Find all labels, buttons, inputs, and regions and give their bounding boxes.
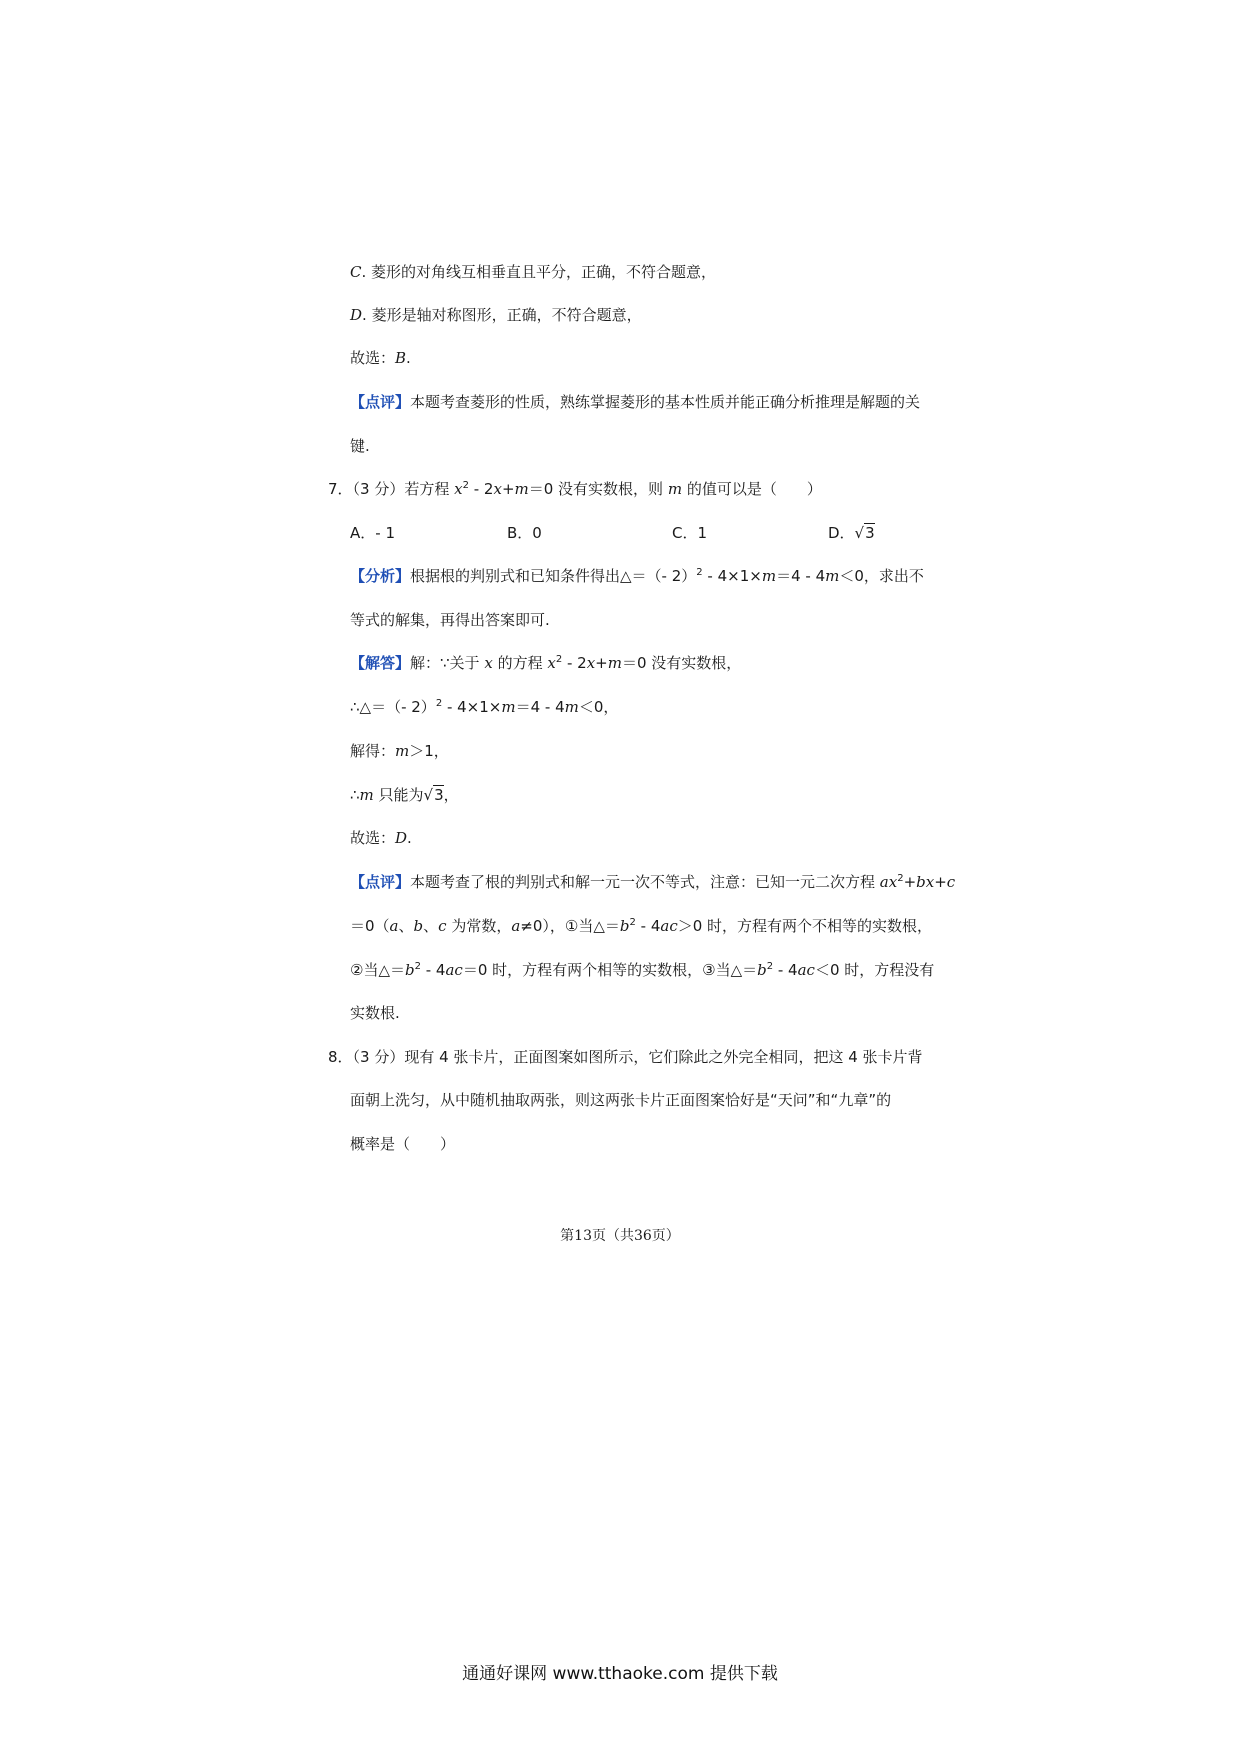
comment-q7-line2 xyxy=(350,916,932,936)
text: - 4 xyxy=(635,917,661,935)
radicand: 3 xyxy=(434,786,444,804)
text: - 4×1× xyxy=(702,567,762,585)
text: 等式的解集，再得出答案即可. xyxy=(350,611,550,629)
option-b: B．0 xyxy=(507,524,542,542)
option-d xyxy=(828,523,875,543)
text: 键. xyxy=(350,437,370,455)
var: x xyxy=(547,654,556,672)
answer-q6 xyxy=(350,348,411,368)
text: ∴△＝（- 2） xyxy=(350,698,436,716)
var: a xyxy=(389,917,399,935)
text: 只能为√ xyxy=(373,786,434,804)
text: - 2 xyxy=(468,480,494,498)
text: ＝4 - 4 xyxy=(515,698,565,716)
text: 、 xyxy=(398,917,414,935)
analysis-q7 xyxy=(350,566,924,586)
question-8-line3 xyxy=(350,1134,455,1154)
exp: 2 xyxy=(555,654,563,665)
text: ， xyxy=(443,786,459,804)
text: ＝0 没有实数根， xyxy=(621,654,742,672)
text: ＝4 - 4 xyxy=(776,567,826,585)
answer-q7 xyxy=(350,828,412,848)
label-d: D xyxy=(350,306,363,324)
comment-q7-line3 xyxy=(350,960,934,980)
text: 根据根的判别式和已知条件得出△＝（- 2） xyxy=(410,567,697,585)
text: ＝0 时，方程有两个相等的实数根，③当△＝ xyxy=(462,961,758,979)
text: 本题考查了根的判别式和解一元一次不等式，注意：已知一元二次方程 xyxy=(410,873,880,891)
comment-q6 xyxy=(350,392,920,412)
text: ②当△＝ xyxy=(350,961,405,979)
exp: 2 xyxy=(696,567,703,578)
question-8 xyxy=(328,1047,923,1067)
label-c: C xyxy=(350,263,362,281)
option-c: C．1 xyxy=(672,524,708,542)
answer-letter: B xyxy=(395,349,407,367)
text: - 4×1× xyxy=(442,698,502,716)
site-footer: 通通好课网 www.tthaoke.com 提供下载 xyxy=(462,1664,778,1684)
solution-tag: 【解答】 xyxy=(350,654,411,672)
solution-step-4 xyxy=(350,785,459,805)
var: x xyxy=(586,654,596,672)
question-7 xyxy=(328,479,822,499)
comment-tag: 【点评】 xyxy=(350,873,411,891)
text: ∴ xyxy=(350,786,360,804)
var: m xyxy=(667,480,683,498)
option-c-explanation xyxy=(350,262,716,282)
text: + xyxy=(501,480,515,498)
text: 解得： xyxy=(350,742,396,760)
var: x xyxy=(493,480,502,498)
analysis-q7-cont xyxy=(350,610,550,630)
text: 故选： xyxy=(350,349,396,367)
comment-tag: 【点评】 xyxy=(350,393,411,411)
text: 解：∵关于 xyxy=(410,654,485,672)
var: b xyxy=(757,961,767,979)
var: x xyxy=(454,480,463,498)
var: ac xyxy=(660,917,678,935)
var: m xyxy=(761,567,777,585)
option-a: A．- 1 xyxy=(350,524,395,542)
text: ＜0 时，方程没有 xyxy=(814,961,935,979)
exp: 2 xyxy=(435,698,443,709)
text: - 4 xyxy=(420,961,446,979)
exp: 2 xyxy=(629,917,636,928)
var: m xyxy=(825,567,840,585)
var: c xyxy=(946,873,956,891)
question-8-line2 xyxy=(350,1090,891,1110)
exp: 2 xyxy=(462,480,469,491)
radicand: 3 xyxy=(865,524,875,542)
var: bx xyxy=(916,873,935,891)
var: c xyxy=(438,917,447,935)
text: . 菱形是轴对称图形，正确，不符合题意， xyxy=(362,306,642,324)
text: . xyxy=(407,829,412,847)
text: 、 xyxy=(423,917,439,935)
text: ＜0，求出不 xyxy=(839,567,924,585)
text: 实数根. xyxy=(350,1004,400,1022)
text: ＜0， xyxy=(578,698,619,716)
solution-q7 xyxy=(350,653,741,673)
answer-letter: D xyxy=(395,829,408,847)
var: m xyxy=(501,698,516,716)
comment-q7 xyxy=(350,872,955,892)
var: m xyxy=(564,698,579,716)
option-d-explanation xyxy=(350,305,642,325)
var: b xyxy=(404,961,415,979)
exp: 2 xyxy=(766,961,774,972)
text: 为常数， xyxy=(446,917,512,935)
text: - 2 xyxy=(562,654,587,672)
var: m xyxy=(359,786,374,804)
text: 的方程 xyxy=(492,654,548,672)
var: ac xyxy=(445,961,463,979)
page-number: 第13页（共36页） xyxy=(560,1228,680,1244)
solution-step-2 xyxy=(350,697,618,717)
text: 本题考查菱形的性质，熟练掌握菱形的基本性质并能正确分析推理是解题的关 xyxy=(410,393,921,411)
text: 概率是（ ） xyxy=(350,1135,456,1153)
var: m xyxy=(607,654,622,672)
text: ≠0），①当△＝ xyxy=(520,917,620,935)
text: ＝0 没有实数根，则 xyxy=(528,480,668,498)
text: . 菱形的对角线互相垂直且平分，正确，不符合题意， xyxy=(361,263,717,281)
var: x xyxy=(484,654,493,672)
var: b xyxy=(413,917,424,935)
var: ax xyxy=(879,873,898,891)
solution-step-3 xyxy=(350,741,449,761)
comment-q6-cont xyxy=(350,436,370,456)
analysis-tag: 【分析】 xyxy=(350,567,411,585)
text: 的值可以是（ ） xyxy=(682,480,822,498)
text: ＞1， xyxy=(409,742,449,760)
text: 7．（3 分）若方程 xyxy=(328,480,455,498)
var: a xyxy=(511,917,521,935)
text: 面朝上洗匀，从中随机抽取两张，则这两张卡片正面图案恰好是“天问”和“九章”的 xyxy=(350,1091,892,1109)
text: + xyxy=(595,654,608,672)
var: m xyxy=(395,742,410,760)
text: - 4 xyxy=(773,961,798,979)
text: + xyxy=(934,873,947,891)
text: + xyxy=(903,873,917,891)
text: ＞0 时，方程有两个不相等的实数根， xyxy=(677,917,933,935)
exp: 2 xyxy=(414,961,421,972)
var: b xyxy=(619,917,630,935)
exp: 2 xyxy=(897,873,904,884)
text: ＝0（ xyxy=(350,917,390,935)
var: m xyxy=(514,480,529,498)
text: 8．（3 分）现有 4 张卡片，正面图案如图所示，它们除此之外完全相同，把这 4 张卡片背 xyxy=(328,1048,923,1066)
comment-q7-line4 xyxy=(350,1003,400,1023)
text: D．√ xyxy=(828,524,865,542)
text: . xyxy=(406,349,411,367)
var: ac xyxy=(797,961,815,979)
text: 故选： xyxy=(350,829,396,847)
